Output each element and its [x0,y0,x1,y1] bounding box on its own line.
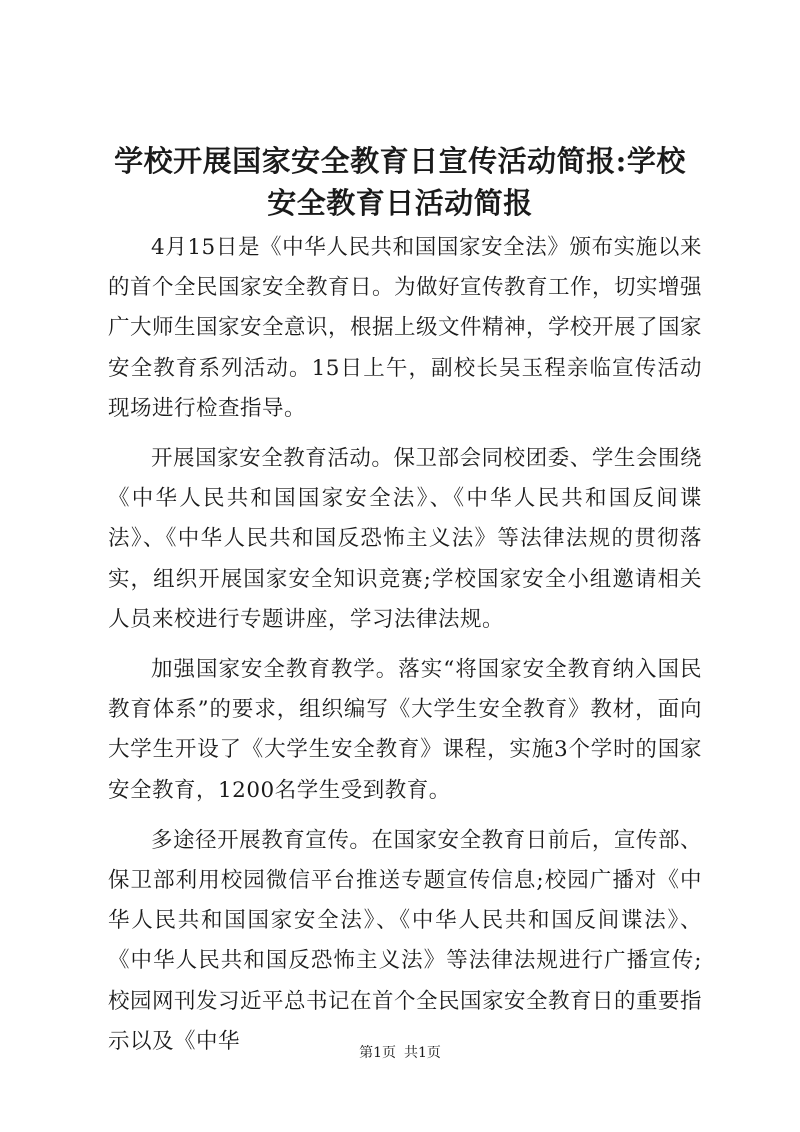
paragraph-activities: 开展国家安全教育活动。保卫部会同校团委、学生会围绕《中华人民共和国国家安全法》、《中华人民共和国反间谍法》、《中华人民共和国反恐怖主义法》等法律法规的贯彻落实，组织开展国家安全知识竞赛;学校国家安全小组邀请相关人员来校进行专题讲座，学习法律法规。 [108,446,702,632]
paragraph-publicity: 多途径开展教育宣传。在国家安全教育日前后，宣传部、保卫部利用校园微信平台推送专题宣传信息;校园广播对《中华人民共和国国家安全法》、《中华人民共和国反间谍法》、《中华人民共和国反恐怖主义法》等法律法规进行广播宣传;校园网刊发习近平总书记在首个全民国家安全教育日的重要指示以及《中华 [108,827,703,1054]
title-line-2: 安全教育日活动简报 [267,186,533,220]
page-footer [0,1043,800,1063]
document-body [108,228,702,1072]
page-total: 共1页 [404,1045,441,1061]
paragraph-intro: 4月15日是《中华人民共和国国家安全法》颁布实施以来的首个全民国家安全教育日。为做好宣传教育工作，切实增强广大师生国家安全意识，根据上级文件精神，学校开展了国家安全教育系列活动。15日上午，副校长吴玉程亲临宣传活动现场进行检查指导。 [108,235,703,421]
title-line-1: 学校开展国家安全教育日宣传活动简报:学校 [114,144,686,178]
page-number: 第1页 [359,1045,396,1061]
document-title [100,140,700,224]
paragraph-teaching: 加强国家安全教育教学。落实“将国家安全教育纳入国民教育体系”的要求，组织编写《大学生安全教育》教材，面向大学生开设了《大学生安全教育》课程，实施3个学时的国家安全教育，1200名学生受到教育。 [108,657,702,803]
